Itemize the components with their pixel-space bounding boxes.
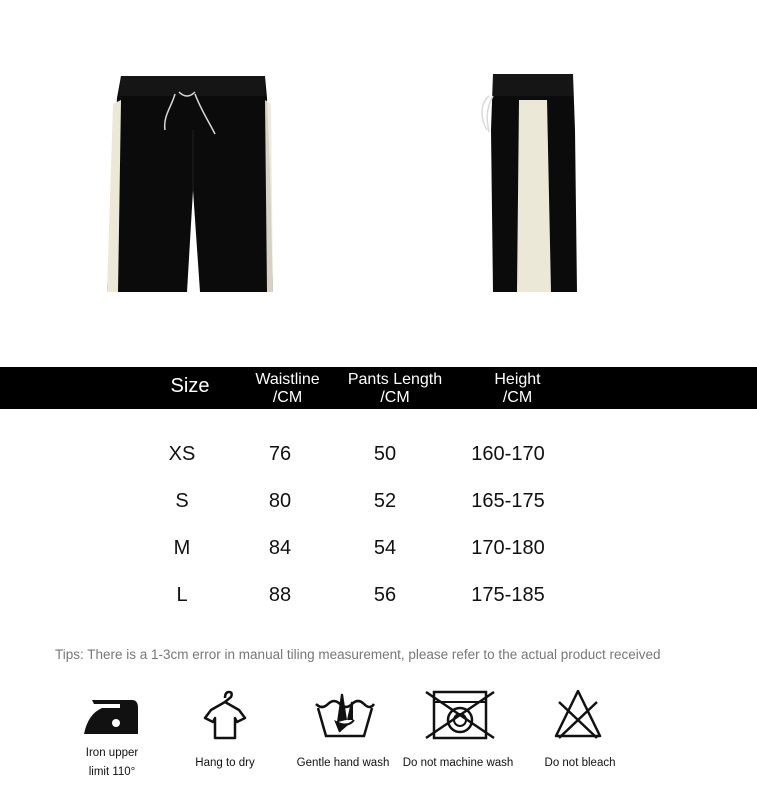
iron-label: Iron upper limit 110°: [85, 747, 139, 778]
no-machine-wash-icon: [424, 690, 496, 740]
header-waistline: Waistline /CM: [255, 371, 320, 406]
header-size: Size: [170, 375, 210, 397]
measurement-tips: Tips: There is a 1-3cm error in manual tiling measurement, please refer to the actual product received: [55, 647, 661, 662]
hang-to-dry-label: Hang to dry: [195, 757, 255, 769]
hand-wash-label: Gentle hand wash: [296, 757, 390, 769]
table-row: S 80 52 165-175: [175, 490, 545, 512]
hand-wash-icon: [312, 690, 378, 742]
no-bleach-label: Do not bleach: [544, 757, 616, 769]
header-height: Height /CM: [494, 371, 541, 406]
header-pants-length: Pants Length /CM: [347, 371, 443, 406]
table-row: M 84 54 170-180: [173, 537, 545, 559]
no-bleach-icon: [553, 688, 603, 740]
shorts-front-image: [105, 70, 280, 295]
table-row: L 88 56 175-185: [176, 584, 545, 606]
table-row: XS 76 50 160-170: [168, 443, 545, 465]
shorts-side-image: [475, 70, 585, 295]
hanger-shirt-icon: [197, 688, 253, 744]
no-machine-wash-label: Do not machine wash: [402, 757, 514, 769]
size-chart-header: [0, 367, 757, 409]
iron-icon: [80, 690, 144, 740]
